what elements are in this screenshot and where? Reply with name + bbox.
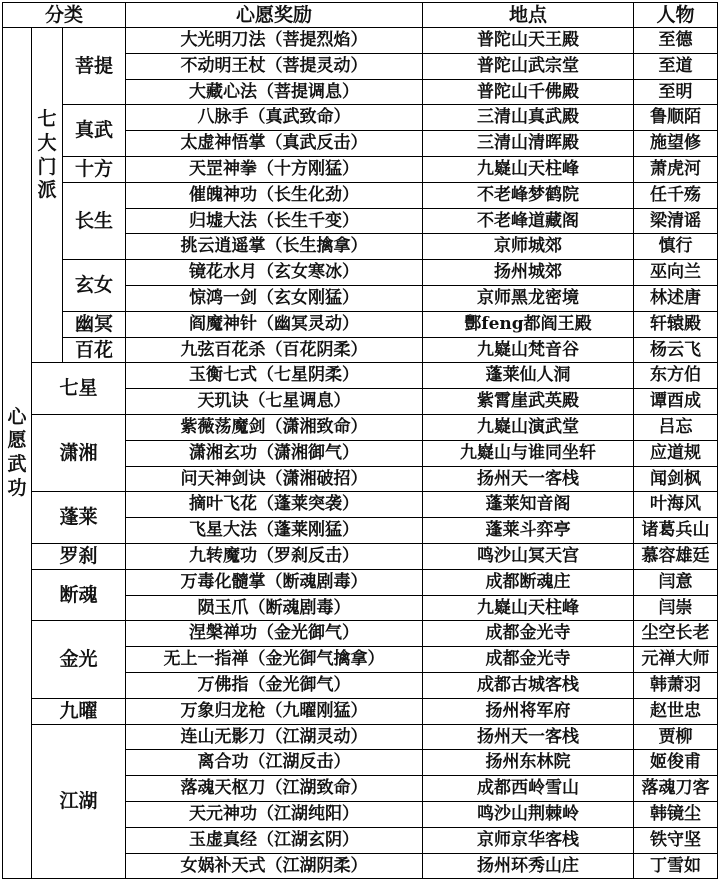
location-cell: 三清山清晖殿: [423, 131, 634, 157]
person-cell: 林述唐: [634, 285, 718, 311]
location-cell: 扬州天一客栈: [423, 724, 634, 750]
table-body: [3, 28, 718, 879]
location-cell: 蓬莱斗弈亭: [423, 518, 634, 544]
reward-cell: 天玑诀（七星调息）: [126, 389, 423, 415]
location-cell: 扬州天一客栈: [423, 466, 634, 492]
sect-group-cell: 七大门派: [32, 28, 63, 363]
person-cell: 赵世忠: [634, 698, 718, 724]
reward-cell: 玉衡七式（七星阴柔）: [126, 363, 423, 389]
location-cell: 普陀山天王殿: [423, 28, 634, 54]
location-cell: 京师黑龙密境: [423, 285, 634, 311]
reward-cell: 太虚神悟掌（真武反击）: [126, 131, 423, 157]
person-cell: 叶海风: [634, 492, 718, 518]
person-cell: 闻剑枫: [634, 466, 718, 492]
group-name-cell: 罗刹: [32, 543, 126, 569]
person-cell: 元禅大师: [634, 647, 718, 673]
header-reward: 心愿奖励: [126, 3, 423, 28]
table-row: [3, 105, 718, 131]
person-cell: 应道规: [634, 440, 718, 466]
header-person: 人物: [634, 3, 718, 28]
location-cell: 紫霄崖武英殿: [423, 389, 634, 415]
table-row: [3, 363, 718, 389]
reward-cell: 离合功（江湖反击）: [126, 750, 423, 776]
reward-cell: 潇湘玄功（潇湘御气）: [126, 440, 423, 466]
location-cell: 成都断魂庄: [423, 569, 634, 595]
location-cell: 三清山真武殿: [423, 105, 634, 131]
location-cell: 九嶷山演武堂: [423, 414, 634, 440]
person-cell: 萧虎河: [634, 156, 718, 182]
reward-cell: 女娲补天式（江湖阴柔）: [126, 853, 423, 879]
reward-cell: 摘叶飞花（蓬莱突袭）: [126, 492, 423, 518]
person-cell: 任千殇: [634, 182, 718, 208]
reward-cell: 阎魔神针（幽冥灵动）: [126, 311, 423, 337]
person-cell: 诸葛兵山: [634, 518, 718, 544]
reward-cell: 陨玉爪（断魂剧毒）: [126, 595, 423, 621]
location-cell: 成都古城客栈: [423, 672, 634, 698]
person-cell: 闫意: [634, 569, 718, 595]
location-cell: 九嶷山与谁同坐轩: [423, 440, 634, 466]
reward-cell: 万佛指（金光御气）: [126, 672, 423, 698]
header-category: 分类: [3, 3, 126, 28]
location-cell: 九嶷山天柱峰: [423, 156, 634, 182]
person-cell: 谭酉成: [634, 389, 718, 415]
person-cell: 杨云飞: [634, 337, 718, 363]
header-location: 地点: [423, 3, 634, 28]
table-row: [3, 492, 718, 518]
group-name-cell: 玄女: [63, 260, 126, 312]
group-name-cell: 江湖: [32, 724, 126, 879]
location-cell: 扬州城郊: [423, 260, 634, 286]
location-cell: 酆feng都阎王殿: [423, 311, 634, 337]
reward-cell: 归墟大法（长生千变）: [126, 208, 423, 234]
person-cell: 至道: [634, 53, 718, 79]
reward-cell: 挑云逍遥掌（长生擒拿）: [126, 234, 423, 260]
group-name-cell: 金光: [32, 621, 126, 698]
location-cell: 成都西岭雪山: [423, 776, 634, 802]
person-cell: 施望修: [634, 131, 718, 157]
person-cell: 慎行: [634, 234, 718, 260]
person-cell: 丁雪如: [634, 853, 718, 879]
person-cell: 闫崇: [634, 595, 718, 621]
person-cell: 姬俊甫: [634, 750, 718, 776]
table-row: [3, 260, 718, 286]
location-cell: 京师城郊: [423, 234, 634, 260]
table-row: [3, 182, 718, 208]
location-cell: 成都金光寺: [423, 647, 634, 673]
location-cell: 九嶷山梵音谷: [423, 337, 634, 363]
location-cell: 扬州将军府: [423, 698, 634, 724]
reward-cell: 催魄神功（长生化劲）: [126, 182, 423, 208]
reward-cell: 大光明刀法（菩提烈焰）: [126, 28, 423, 54]
person-cell: 慕容雄廷: [634, 543, 718, 569]
location-cell: 普陀山武宗堂: [423, 53, 634, 79]
table-row: [3, 621, 718, 647]
group-name-cell: 百花: [63, 337, 126, 363]
table-row: [3, 724, 718, 750]
rewards-table: [2, 2, 718, 879]
table-row: [3, 414, 718, 440]
table-row: [3, 337, 718, 363]
group-name-cell: 幽冥: [63, 311, 126, 337]
reward-cell: 无上一指禅（金光御气擒拿）: [126, 647, 423, 673]
location-cell: 蓬莱仙人洞: [423, 363, 634, 389]
person-cell: 至明: [634, 79, 718, 105]
person-cell: 东方伯: [634, 363, 718, 389]
reward-cell: 问天神剑诀（潇湘破招）: [126, 466, 423, 492]
group-name-cell: 潇湘: [32, 414, 126, 491]
table-row: [3, 156, 718, 182]
reward-cell: 镜花水月（玄女寒冰）: [126, 260, 423, 286]
table-row: [3, 569, 718, 595]
group-name-cell: 菩提: [63, 28, 126, 105]
person-cell: 落魂刀客: [634, 776, 718, 802]
location-cell: 京师京华客栈: [423, 827, 634, 853]
group-name-cell: 真武: [63, 105, 126, 157]
reward-cell: 落魂天枢刀（江湖致命）: [126, 776, 423, 802]
reward-cell: 紫薇荡魔剑（潇湘致命）: [126, 414, 423, 440]
person-cell: 韩镜尘: [634, 801, 718, 827]
table-row: [3, 311, 718, 337]
group-name-cell: 七星: [32, 363, 126, 415]
person-cell: 铁守坚: [634, 827, 718, 853]
group-name-cell: 十方: [63, 156, 126, 182]
top-category-cell: 心愿武功: [3, 28, 32, 879]
person-cell: 巫向兰: [634, 260, 718, 286]
location-cell: 普陀山千佛殿: [423, 79, 634, 105]
group-name-cell: 断魂: [32, 569, 126, 621]
reward-cell: 惊鸿一剑（玄女刚猛）: [126, 285, 423, 311]
location-cell: 不老峰道藏阁: [423, 208, 634, 234]
person-cell: 梁清谣: [634, 208, 718, 234]
reward-cell: 不动明王杖（菩提灵动）: [126, 53, 423, 79]
reward-cell: 连山无影刀（江湖灵动）: [126, 724, 423, 750]
location-cell: 不老峰梦鹤院: [423, 182, 634, 208]
reward-cell: 飞星大法（蓬莱刚猛）: [126, 518, 423, 544]
reward-cell: 九转魔功（罗刹反击）: [126, 543, 423, 569]
location-cell: 成都金光寺: [423, 621, 634, 647]
table-row: [3, 543, 718, 569]
reward-cell: 大藏心法（菩提调息）: [126, 79, 423, 105]
location-cell: 鸣沙山荆棘岭: [423, 801, 634, 827]
reward-cell: 万毒化髓掌（断魂剧毒）: [126, 569, 423, 595]
reward-cell: 天元神功（江湖纯阳）: [126, 801, 423, 827]
location-cell: 扬州东林院: [423, 750, 634, 776]
location-cell: 九嶷山天柱峰: [423, 595, 634, 621]
location-cell: 鸣沙山冥天宫: [423, 543, 634, 569]
table-row: [3, 698, 718, 724]
group-name-cell: 蓬莱: [32, 492, 126, 544]
reward-cell: 玉虚真经（江湖玄阴）: [126, 827, 423, 853]
person-cell: 鲁顺陌: [634, 105, 718, 131]
location-cell: 扬州环秀山庄: [423, 853, 634, 879]
location-cell: 蓬莱知音阁: [423, 492, 634, 518]
reward-cell: 九弦百花杀（百花阴柔）: [126, 337, 423, 363]
reward-cell: 涅槃禅功（金光御气）: [126, 621, 423, 647]
person-cell: 韩萧羽: [634, 672, 718, 698]
group-name-cell: 九曜: [32, 698, 126, 724]
reward-cell: 万象归龙枪（九曜刚猛）: [126, 698, 423, 724]
person-cell: 轩辕殿: [634, 311, 718, 337]
header-row: [3, 3, 718, 28]
table-row: [3, 28, 718, 54]
reward-cell: 八脉手（真武致命）: [126, 105, 423, 131]
reward-cell: 天罡神拳（十方刚猛）: [126, 156, 423, 182]
person-cell: 贾柳: [634, 724, 718, 750]
person-cell: 吕忘: [634, 414, 718, 440]
group-name-cell: 长生: [63, 182, 126, 259]
person-cell: 尘空长老: [634, 621, 718, 647]
person-cell: 至德: [634, 28, 718, 54]
